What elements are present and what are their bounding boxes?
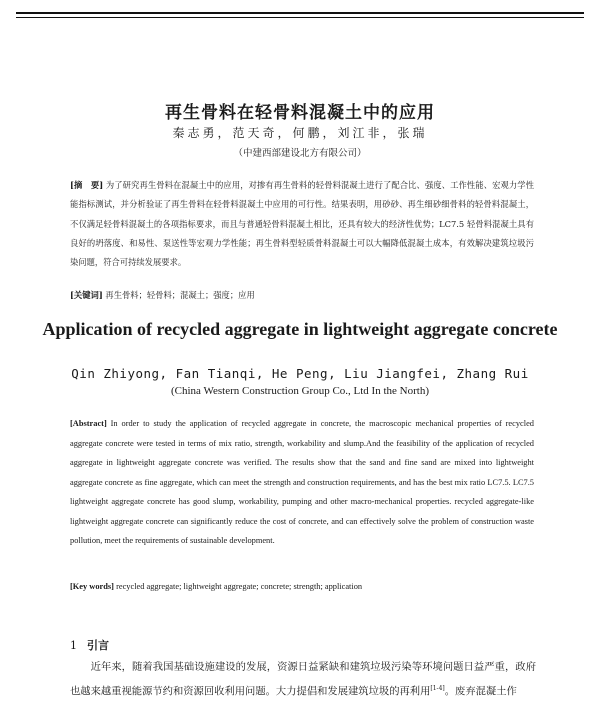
chinese-authors: 秦志勇，范天奇，何鹏，刘江非，张瑞 [172, 126, 428, 140]
english-title: Application of recycled aggregate in lightweight aggregate concrete [42, 319, 558, 339]
english-keywords-text: recycled aggregate; lightweight aggregate; concrete; strength; application [116, 582, 363, 591]
section-number: 1 [70, 639, 77, 652]
english-keywords [70, 582, 534, 591]
english-authors: Qin Zhiyong, Fan Tianqi, He Peng, Liu Jiangfei, Zhang Rui [71, 366, 529, 381]
introduction-body [70, 656, 536, 702]
english-abstract [70, 414, 534, 551]
english-affiliation: (China Western Construction Group Co., Ltd In the North) [171, 385, 429, 397]
citation-ref: [1-4] [430, 685, 445, 692]
chinese-abstract-text: 为了研究再生骨料在混凝土中的应用，对掺有再生骨料的轻骨料混凝土进行了配合比、强度、工作性能、宏观力学性能指标测试，并分析验证了再生骨料在轻骨料混凝土中应用的可行性。结果表明，用砂砂、再生细砂细骨料的轻骨料混凝土，不仅满足轻骨料混凝土的各项指标要求，而且与普通轻骨料混凝土相比，还具有较大的经济性优势；LC7.5 轻骨料混凝土具有良好的坍落度、和易性、泵送性等宏观力学性能；再生骨料型轻质骨料混凝土可以大幅降低混凝土成本，有效解决建筑垃圾污染问题，符合可持续发展要求。 [70, 180, 534, 268]
english-abstract-label: [Abstract] [70, 419, 107, 428]
chinese-affiliation: （中建西部建设北方有限公司） [233, 148, 367, 159]
chinese-keywords [70, 289, 534, 301]
english-keywords-label: [Key words] [70, 582, 114, 591]
section-title: 引言 [87, 639, 109, 652]
chinese-abstract [70, 176, 534, 272]
chinese-keywords-label: [关键词] [70, 290, 103, 300]
chinese-abstract-label: [摘 要] [70, 180, 104, 190]
chinese-title: 再生骨料在轻骨料混凝土中的应用 [165, 103, 435, 123]
english-abstract-text: In order to study the application of recycled aggregate in concrete, the macroscopic mechanical properties of recycled aggregate concrete were tested in terms of mix ratio, strength, workability and slump.And the feasibility of the application of recycled aggregate in lightweight aggregate concrete was verified. The results show that the sand and fine sand are mixed into lightweight aggregate concrete as fine aggregate, which can meet the strength and construction requirements, and has the best mix ratio LC7.5. LC7.5 lightweight aggregate concrete has good slump, workability, pumping and other macro-mechanical properties. recycled aggregate-like lightweight aggregate concrete can significantly reduce the cost of concrete, and can effectively solve the problem of construction waste pollution, meet the requirements of sustainable development. [70, 419, 534, 545]
body-text-tail: 。废弃混凝土作 [444, 685, 517, 698]
header-rule-thick [16, 12, 584, 14]
body-text-main: 近年来，随着我国基础设施建设的发展，资源日益紧缺和建筑垃圾污染等环境问题日益严重，政府也越来越重视能源节约和资源回收利用问题。大力提倡和发展建筑垃圾的再利用 [70, 661, 536, 698]
section-heading [70, 637, 109, 653]
chinese-keywords-text: 再生骨料；轻骨料；混凝土；强度；应用 [105, 290, 255, 300]
header-rule-thin [16, 17, 584, 18]
